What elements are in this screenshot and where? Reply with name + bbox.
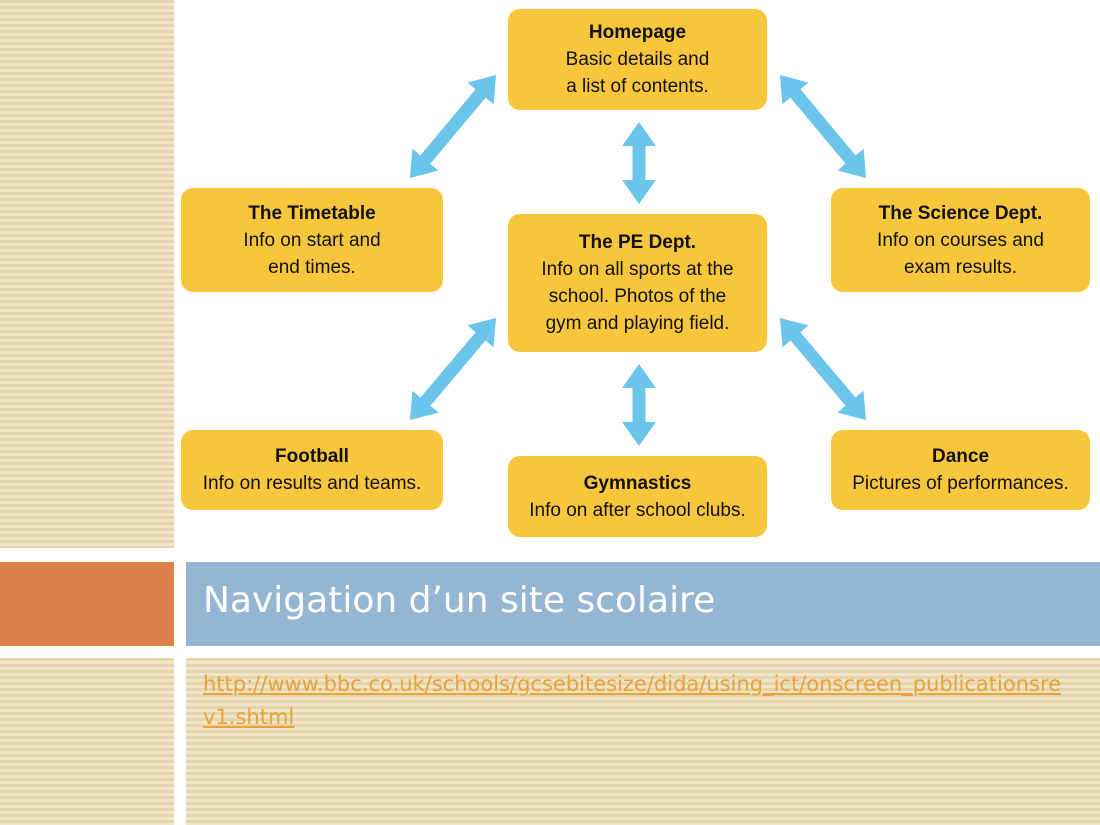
slide-title: Navigation d’un site scolaire (203, 580, 716, 621)
node-title: Homepage (588, 22, 687, 43)
node-text: Basic details and (565, 49, 710, 70)
arrow-homepage-pe (622, 122, 656, 204)
node-title: Football (275, 446, 349, 467)
arrow-pe-dance (780, 318, 866, 420)
node-text: Info on courses and (877, 229, 1044, 251)
node-text: end times. (268, 256, 356, 278)
node-title: The Timetable (248, 202, 376, 224)
node-title: The Science Dept. (878, 202, 1043, 224)
node-dance (831, 430, 1090, 510)
node-text: gym and playing field. (545, 313, 730, 334)
node-text: school. Photos of the (548, 286, 727, 307)
decorative-stripes-left-bottom (0, 658, 174, 825)
node-text: Info on all sports at the (541, 259, 734, 280)
node-text: a list of contents. (566, 76, 709, 97)
decorative-stripes-left-top (0, 0, 174, 548)
arrow-pe-gymnastics (622, 364, 656, 446)
node-text: Info on results and teams. (202, 473, 422, 494)
arrow-pe-football (410, 318, 496, 420)
node-science-dept (831, 188, 1090, 292)
accent-block (0, 562, 174, 646)
node-football (181, 430, 443, 510)
node-text: Pictures of performances. (852, 473, 1069, 494)
node-text: Info on start and (243, 229, 381, 251)
source-link[interactable]: http://www.bbc.co.uk/schools/gcsebitesize/dida/using_ict/onscreen_publicationsrev1.shtml (203, 672, 1062, 729)
arrow-homepage-timetable (410, 75, 496, 178)
node-gymnastics (508, 456, 767, 537)
title-bar (186, 562, 1100, 646)
arrow-homepage-science (780, 75, 866, 178)
node-pe-dept (508, 214, 767, 352)
node-timetable (181, 188, 443, 292)
node-title: Dance (931, 446, 990, 467)
site-navigation-diagram (174, 0, 1100, 548)
node-title: Gymnastics (583, 472, 692, 494)
node-title: The PE Dept. (578, 232, 697, 253)
node-text: exam results. (904, 256, 1017, 278)
node-text: Info on after school clubs. (529, 499, 746, 521)
node-homepage (508, 9, 767, 110)
